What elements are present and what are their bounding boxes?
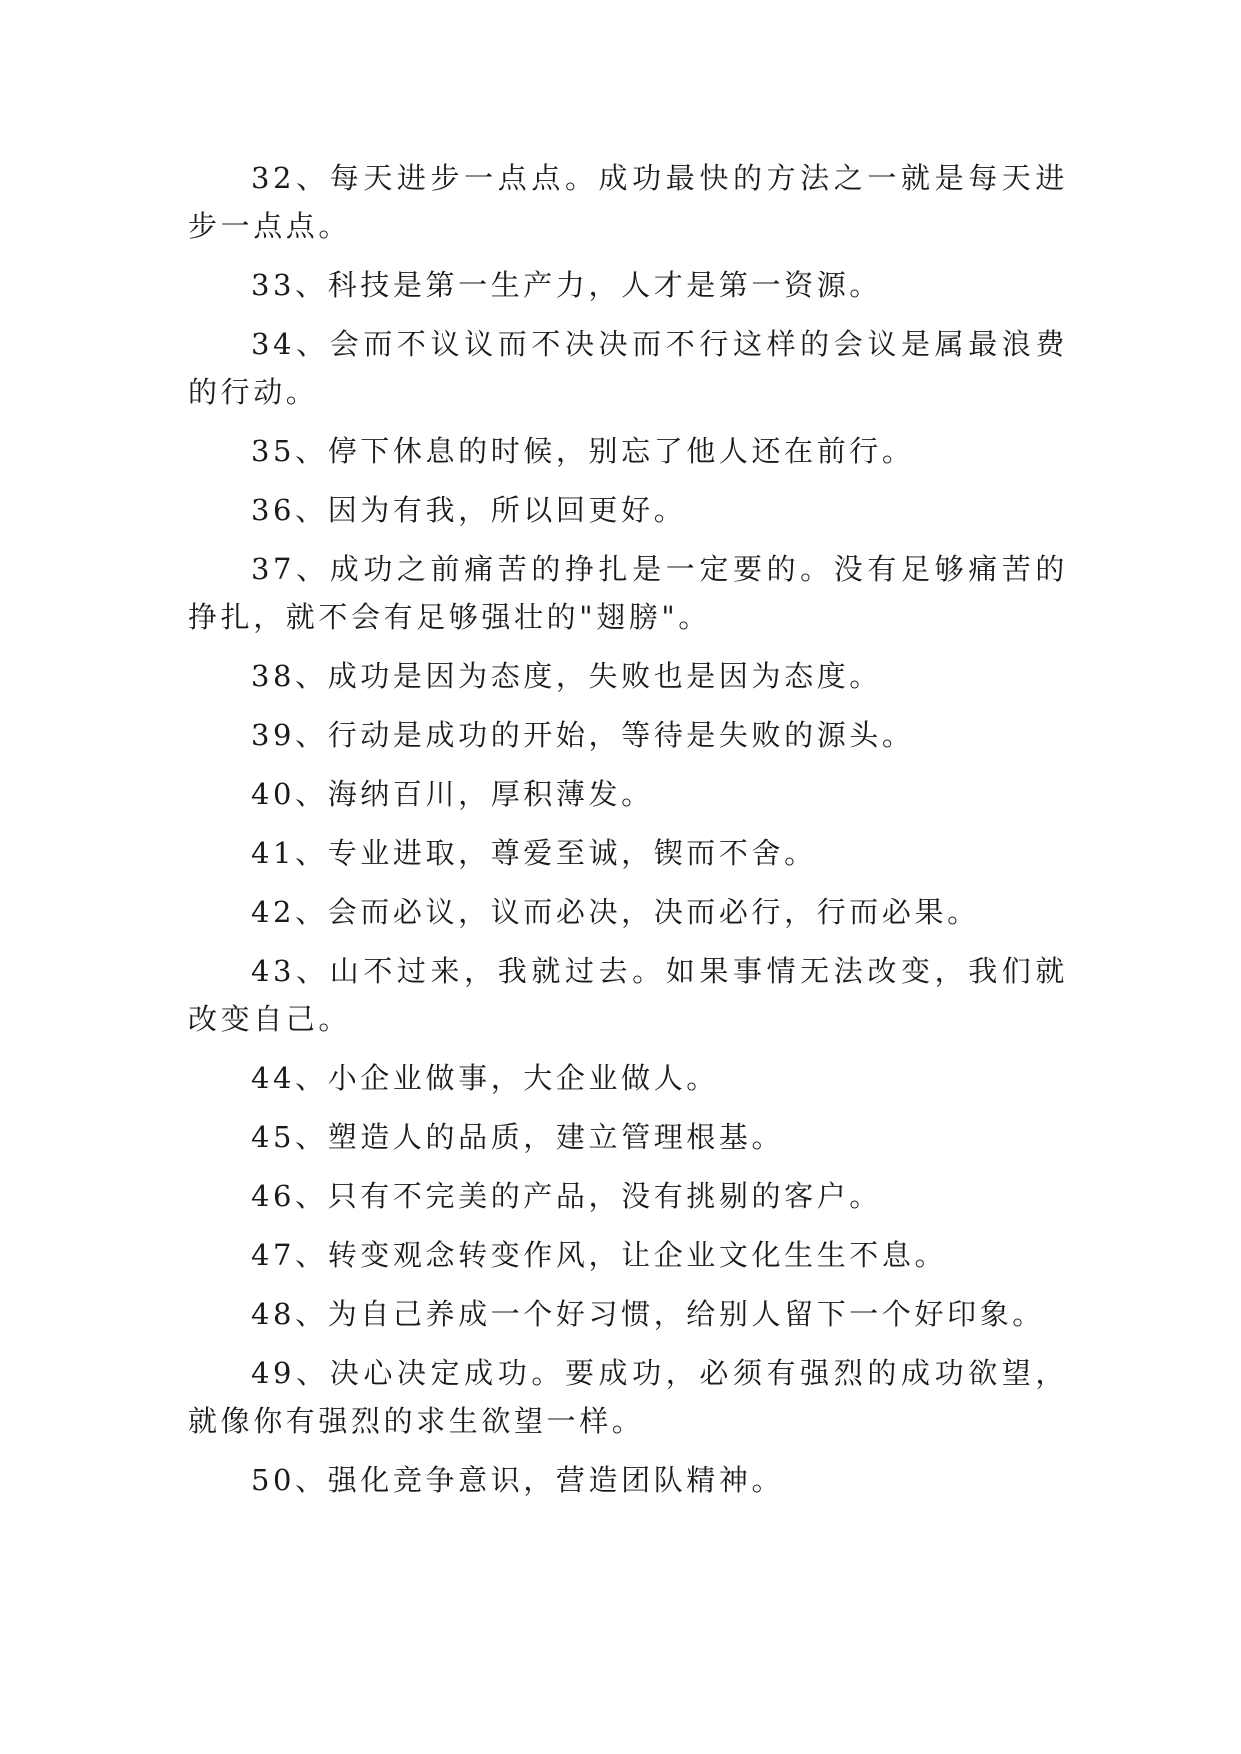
paragraph-37: 37、成功之前痛苦的挣扎是一定要的。没有足够痛苦的挣扎，就不会有足够强壮的"翅膀"。 [188,552,1068,634]
paragraph-50: 50、强化竞争意识，营造团队精神。 [251,1463,785,1497]
paragraph-38: 38、成功是因为态度，失败也是因为态度。 [251,659,882,693]
paragraph-33: 33、科技是第一生产力，人才是第一资源。 [251,268,882,302]
paragraph-40: 40、海纳百川，厚积薄发。 [251,777,654,811]
paragraph-44: 44、小企业做事，大企业做人。 [251,1061,719,1095]
paragraph-35: 35、停下休息的时候，别忘了他人还在前行。 [251,434,915,468]
paragraph-39: 39、行动是成功的开始，等待是失败的源头。 [251,718,915,752]
paragraph-45: 45、塑造人的品质，建立管理根基。 [251,1120,785,1154]
paragraph-32: 32、每天进步一点点。成功最快的方法之一就是每天进步一点点。 [188,161,1068,243]
paragraph-36: 36、因为有我，所以回更好。 [251,493,687,527]
paragraph-49: 49、决心决定成功。要成功，必须有强烈的成功欲望，就像你有强烈的求生欲望一样。 [188,1356,1068,1438]
paragraph-46: 46、只有不完美的产品，没有挑剔的客户。 [251,1179,882,1213]
paragraph-48: 48、为自己养成一个好习惯，给别人留下一个好印象。 [251,1297,1045,1331]
paragraph-34: 34、会而不议议而不决决而不行这样的会议是属最浪费的行动。 [188,327,1068,409]
document-body [188,154,1068,1515]
paragraph-41: 41、专业进取，尊爱至诚，锲而不舍。 [251,836,817,870]
paragraph-47: 47、转变观念转变作风，让企业文化生生不息。 [251,1238,948,1272]
paragraph-43: 43、山不过来，我就过去。如果事情无法改变，我们就改变自己。 [188,954,1068,1036]
paragraph-42: 42、会而必议，议而必决，决而必行，行而必果。 [251,895,980,929]
